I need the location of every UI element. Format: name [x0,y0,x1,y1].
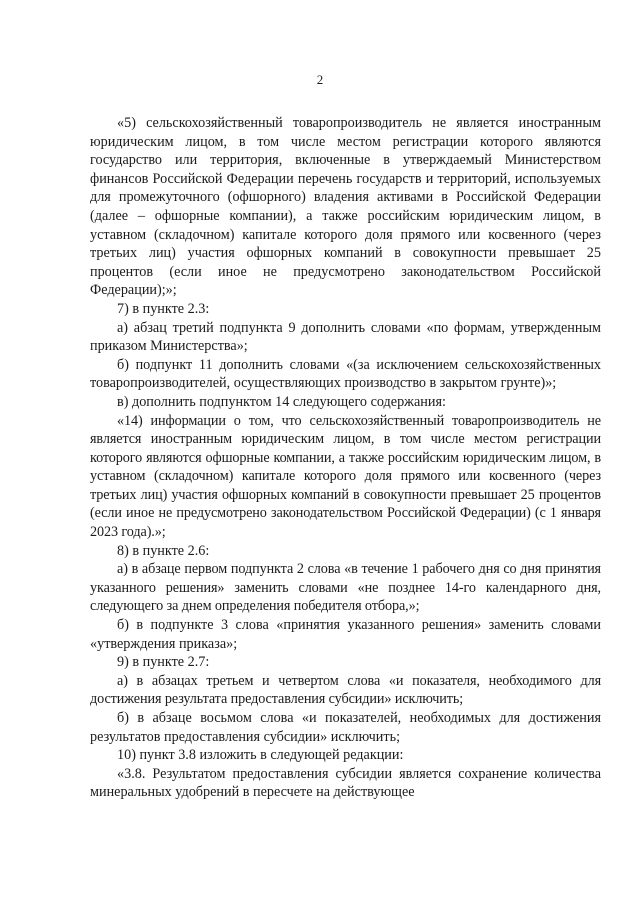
page-number: 2 [316,72,324,87]
paragraph-subitem-14: «14) информации о том, что сельскохозяйственный товаропроизводитель не является иностранным юридическим лицом, в том числе местом регистрации которого являются офшорные компании, а также российским юридическим лицом, в уставном (складочном) капитале которого доля прямого или косвенного (через третьих лиц) участия офшорных компаний в совокупности превышает 25 процентов (если иное не предусмотрено законодательством Российской Федерации) (с 1 января 2023 года).»; [90,412,601,541]
paragraph-item-9b: б) в абзаце восьмом слова «и показателей, необходимых для достижения результатов предоставления субсидии» исключить; [90,710,601,745]
document-body [90,114,601,802]
paragraph-item-7a: а) абзац третий подпункта 9 дополнить словами «по формам, утвержденным приказом Министерства»; [90,319,601,355]
paragraph-item-7b: б) подпункт 11 дополнить словами «(за исключением сельскохозяйственных товаропроизводителей, осуществляющих производство в закрытом грунте)»; [90,356,601,392]
paragraph-item-8: 8) в пункте 2.6: [117,542,210,559]
paragraph-item-7: 7) в пункте 2.3: [117,300,210,317]
paragraph-item-9: 9) в пункте 2.7: [117,654,210,671]
paragraph-clause-3-8: «3.8. Результатом предоставления субсидии является сохранение количества минеральных удобрений в пересчете на действующее [90,765,601,801]
paragraph-item-9a: а) в абзацах третьем и четвертом слова «и показателя, необходимого для достижения результата предоставления субсидии» исключить; [90,672,601,708]
paragraph-item-8b: б) в подпункте 3 слова «принятия указанного решения» заменить словами «утверждения приказа»; [90,617,601,652]
paragraph-item-8a: а) в абзаце первом подпункта 2 слова «в течение 1 рабочего дня со дня принятия указанного решения» заменить словами «не позднее 14-го календарного дня, следующего за днем определения победителя отбора,»; [90,561,601,615]
paragraph-item-7v: в) дополнить подпунктом 14 следующего содержания: [117,393,446,410]
paragraph-offshore-condition: «5) сельскохозяйственный товаропроизводитель не является иностранным юридическим лицом, в том числе местом регистрации которого являются государство или территория, включенные в утверждаемый Министерством финансов Российской Федерации перечень государств и территорий, используемых для промежуточного (офшорного) владения активами в Российской Федерации (далее – офшорные компании), а также российским юридическим лицом, в уставном (складочном) капитале которого доля прямого или косвенного (через третьих лиц) участия офшорных компаний в совокупности превышает 25 процентов (если иное не предусмотрено законодательством Российской Федерации);»; [90,115,601,299]
paragraph-item-10: 10) пункт 3.8 изложить в следующей редакции: [117,747,404,764]
